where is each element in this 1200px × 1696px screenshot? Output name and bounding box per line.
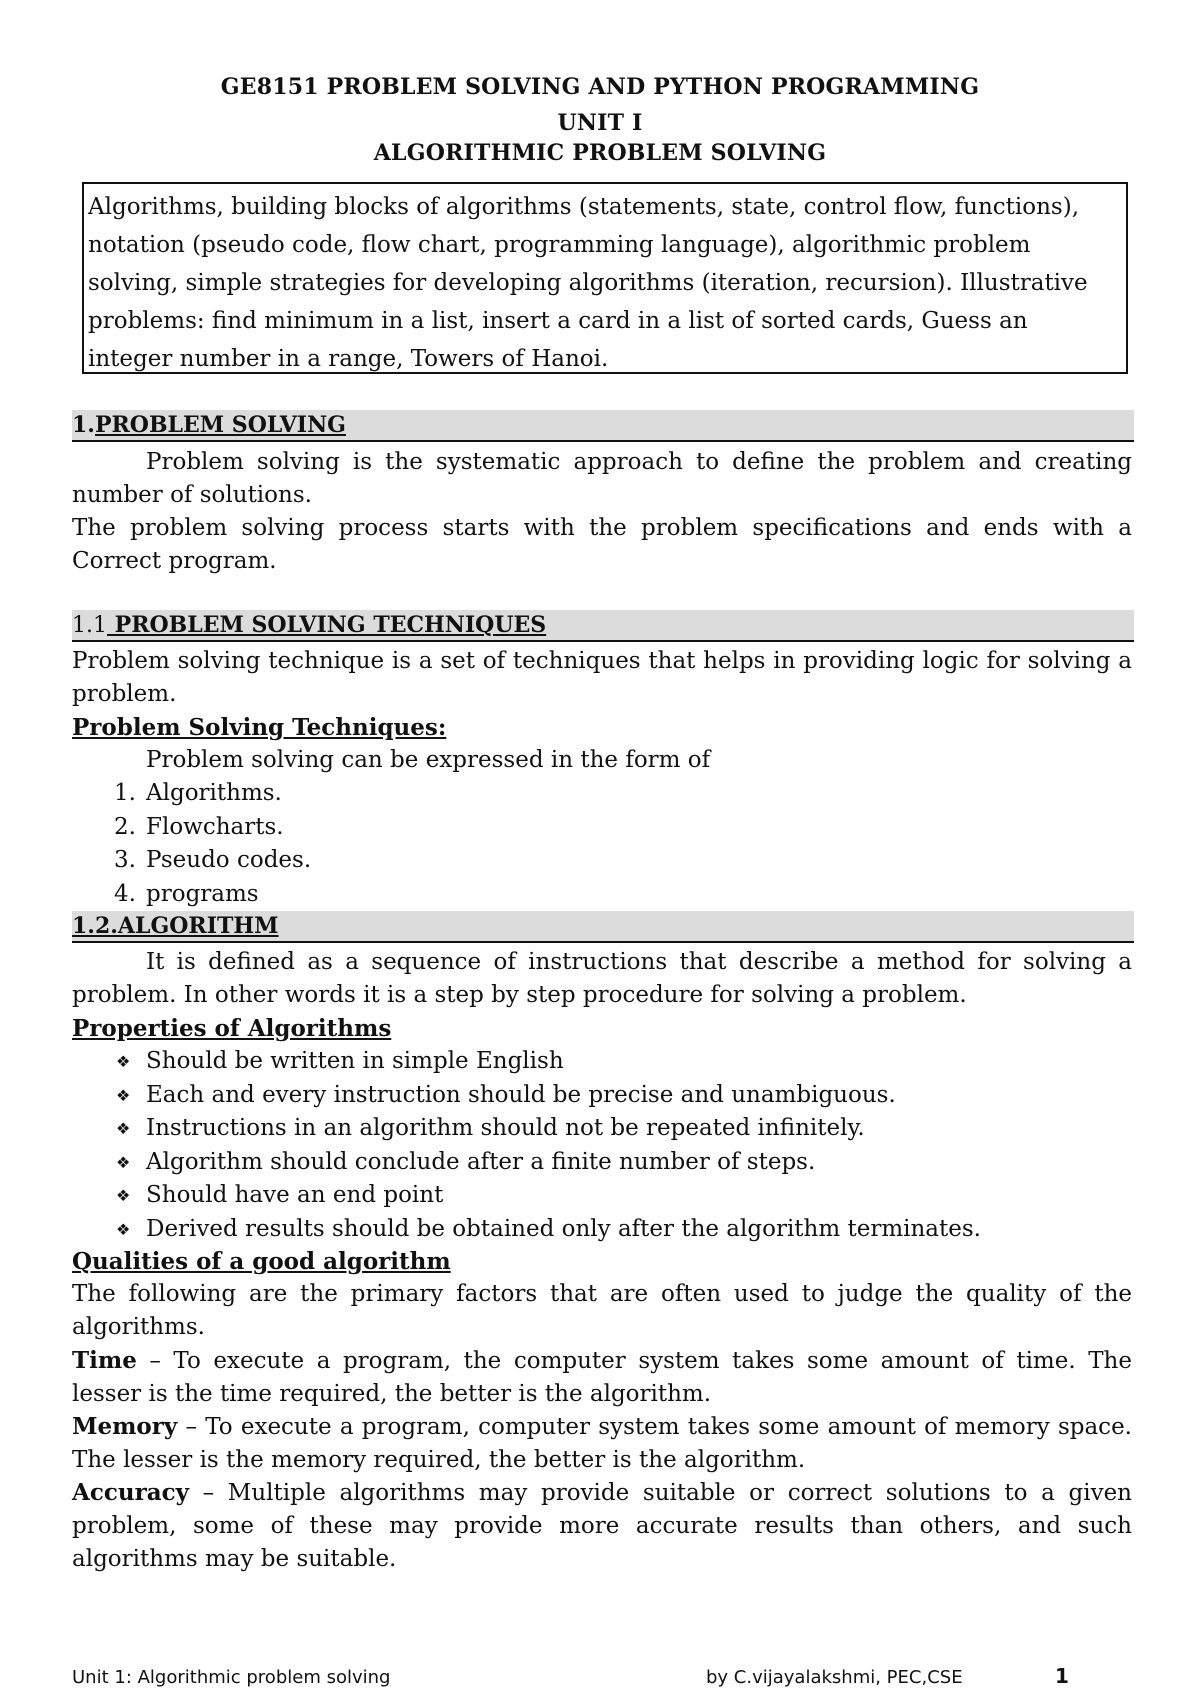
list-number: 2. xyxy=(114,813,136,840)
list-item xyxy=(72,1213,1132,1247)
list-item xyxy=(72,777,1132,811)
list-item xyxy=(72,844,1132,878)
quality-text: – Multiple algorithms may provide suitable or correct solutions to a given problem, some of these may provide more accurate results than others, and such algorithms may be suitable. xyxy=(72,1480,1132,1572)
unit-label: UNIT I xyxy=(557,110,643,136)
quality-text: – To execute a program, the computer system takes some amount of time. The lesser is the time required, the better is the algorithm. xyxy=(72,1348,1132,1407)
footer-author: by C.vijayalakshmi, PEC,CSE xyxy=(706,1667,963,1688)
list-item xyxy=(72,1045,1132,1079)
list-number: 1. xyxy=(114,780,136,806)
syllabus-line: notation (pseudo code, flow chart, programming language), algorithmic problem xyxy=(88,232,1031,258)
paragraph: The following are the primary factors that are often used to judge the quality of the algorithms. xyxy=(72,1281,1132,1340)
quality-time xyxy=(72,1344,1132,1411)
properties-list xyxy=(72,1045,1132,1246)
paragraph: Problem solving is the systematic approach to define the problem and creating number of solutions. xyxy=(72,449,1132,508)
footer-unit: Unit 1: Algorithmic problem solving xyxy=(72,1667,391,1688)
list-number: 4. xyxy=(114,880,136,907)
section-title: PROBLEM SOLVING TECHNIQUES xyxy=(107,612,547,638)
techniques-list xyxy=(72,777,1132,911)
list-item xyxy=(72,811,1132,845)
quality-accuracy xyxy=(72,1476,1132,1576)
list-item xyxy=(72,1146,1132,1180)
section-heading-algorithm xyxy=(72,911,1134,943)
list-item-text: programs xyxy=(146,880,259,907)
syllabus-line: problems: find minimum in a list, insert a card in a list of sorted cards, Guess an xyxy=(88,308,1028,334)
list-item xyxy=(72,1079,1132,1113)
paragraph: It is defined as a sequence of instructions that describe a method for solving a problem. In other words it is a step by step procedure for solving a problem. xyxy=(72,949,1132,1008)
paragraph: The problem solving process starts with the problem specifications and ends with a Correct program. xyxy=(72,515,1132,574)
list-item-text: Should have an end point xyxy=(146,1182,444,1208)
list-item-text: Algorithm should conclude after a finite number of steps. xyxy=(146,1148,816,1175)
syllabus-box xyxy=(82,182,1128,374)
section-title: 1.2.ALGORITHM xyxy=(72,913,279,939)
section-title: PROBLEM SOLVING xyxy=(94,412,346,438)
syllabus-line: integer number in a range, Towers of Hanoi. xyxy=(88,346,609,372)
list-number: 3. xyxy=(114,847,136,873)
list-item xyxy=(72,1179,1132,1213)
list-item-text: Algorithms. xyxy=(146,780,282,806)
quality-label: Memory xyxy=(72,1413,178,1440)
diamond-bullet-icon: ❖ xyxy=(116,1052,131,1071)
unit-title: ALGORITHMIC PROBLEM SOLVING xyxy=(373,140,827,166)
page-number: 1 xyxy=(1055,1664,1069,1688)
quality-text: – To execute a program, computer system takes some amount of memory space. The lesser is the memory required, the better is the algorithm. xyxy=(72,1414,1132,1473)
quality-label: Accuracy xyxy=(72,1479,189,1506)
section-heading-problem-solving xyxy=(72,410,1134,442)
syllabus-line: solving, simple strategies for developing algorithms (iteration, recursion). Illustrative xyxy=(88,270,1088,296)
diamond-bullet-icon: ❖ xyxy=(116,1152,131,1172)
paragraph: Problem solving technique is a set of techniques that helps in providing logic for solving a problem. xyxy=(72,648,1132,707)
section-number: 1.1 xyxy=(72,613,107,638)
paragraph: Problem solving can be expressed in the form of xyxy=(146,747,711,773)
list-item-text: Pseudo codes. xyxy=(146,847,312,873)
diamond-bullet-icon: ❖ xyxy=(116,1219,131,1239)
subheading-qualities: Qualities of a good algorithm xyxy=(72,1248,451,1275)
list-item-text: Derived results should be obtained only after the algorithm terminates. xyxy=(146,1215,981,1242)
diamond-bullet-icon: ❖ xyxy=(116,1085,131,1105)
syllabus-line: Algorithms, building blocks of algorithms (statements, state, control flow, functions), xyxy=(88,194,1079,220)
section-number: 1. xyxy=(72,412,95,438)
quality-label: Time xyxy=(72,1347,137,1374)
subheading-properties: Properties of Algorithms xyxy=(72,1015,392,1042)
course-title: GE8151 PROBLEM SOLVING AND PYTHON PROGRAMMING xyxy=(220,74,980,100)
list-item-text: Each and every instruction should be precise and unambiguous. xyxy=(146,1081,896,1108)
diamond-bullet-icon: ❖ xyxy=(116,1186,131,1205)
diamond-bullet-icon: ❖ xyxy=(116,1119,131,1138)
list-item xyxy=(72,878,1132,912)
list-item xyxy=(72,1112,1132,1146)
list-item-text: Should be written in simple English xyxy=(146,1048,564,1074)
section-heading-techniques xyxy=(72,610,1134,642)
subheading-techniques: Problem Solving Techniques: xyxy=(72,714,447,741)
quality-memory xyxy=(72,1410,1132,1477)
list-item-text: Flowcharts. xyxy=(146,813,284,840)
list-item-text: Instructions in an algorithm should not be repeated infinitely. xyxy=(146,1115,865,1141)
